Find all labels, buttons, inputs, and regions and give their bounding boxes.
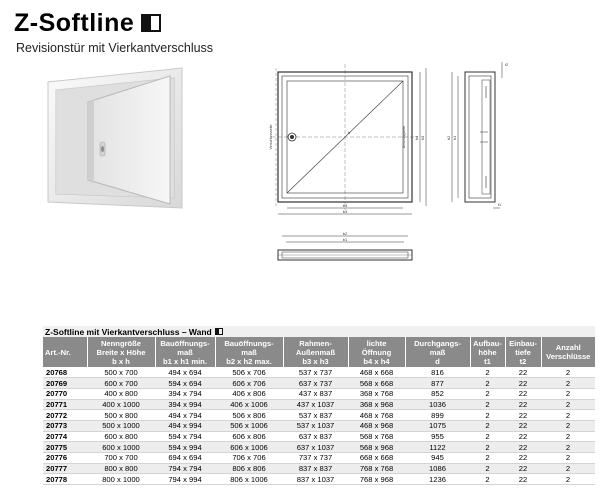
label-closing-side: Verschlussseite <box>269 124 273 150</box>
table-row <box>43 388 595 399</box>
table-cell: 700 x 700 <box>87 453 155 464</box>
table-header-row <box>43 337 595 367</box>
table-cell: 800 x 1000 <box>87 474 155 485</box>
table-cell: 2 <box>541 410 595 421</box>
table-cell: 537 x 837 <box>283 410 348 421</box>
table-cell: 368 x 768 <box>348 388 405 399</box>
column-header-line: höhe <box>478 347 497 357</box>
column-header <box>215 337 283 367</box>
table-cell: 794 x 794 <box>155 463 215 474</box>
table-cell: 2 <box>541 378 595 389</box>
table-cell: 2 <box>470 388 505 399</box>
label-hinge-side: Anschlagseite <box>402 125 406 149</box>
table-cell: 955 <box>405 431 470 442</box>
table-row <box>43 463 595 474</box>
column-header-line: Breite x Höhe <box>96 347 146 357</box>
table-cell: 2 <box>470 420 505 431</box>
table-cell: 594 x 694 <box>155 378 215 389</box>
column-header-line: b1 x h1 min. <box>163 356 207 366</box>
column-header-line: b x h <box>112 356 130 366</box>
column-header-line: Außenmaß <box>295 347 336 357</box>
table-cell: 506 x 706 <box>215 367 283 378</box>
product-photo <box>34 62 184 212</box>
article-number-cell: 20770 <box>43 388 87 399</box>
table-cell: 2 <box>470 367 505 378</box>
label-t1: t1 <box>498 203 502 207</box>
column-header-line: lichte <box>366 338 387 348</box>
table-cell: 437 x 1037 <box>283 399 348 410</box>
table-cell: 500 x 700 <box>87 367 155 378</box>
table-cell: 837 x 837 <box>283 463 348 474</box>
table-cell: 806 x 1006 <box>215 474 283 485</box>
column-header-line: b2 x h2 max. <box>226 356 272 366</box>
table-cell: 637 x 737 <box>283 378 348 389</box>
column-header-line: t1 <box>484 356 491 366</box>
table-cell: 22 <box>505 420 541 431</box>
table-cell: 594 x 994 <box>155 442 215 453</box>
article-number-cell: 20775 <box>43 442 87 453</box>
technical-drawing <box>262 58 597 268</box>
column-header-line: maß <box>429 347 446 357</box>
table-cell: 22 <box>505 453 541 464</box>
column-header-line: b4 x h4 <box>363 356 390 366</box>
table-cell: 400 x 800 <box>87 388 155 399</box>
table-cell: 600 x 700 <box>87 378 155 389</box>
column-header-line: Verschlüsse <box>546 352 591 361</box>
table-cell: 22 <box>505 431 541 442</box>
table-cell: 468 x 668 <box>348 367 405 378</box>
title-row <box>14 8 161 38</box>
spec-table-container <box>43 326 595 485</box>
table-row <box>43 410 595 421</box>
table-cell: 2 <box>541 453 595 464</box>
table-row <box>43 442 595 453</box>
column-header <box>541 337 595 367</box>
label-t2: t2 <box>505 63 509 67</box>
side-view <box>452 62 502 208</box>
table-cell: 537 x 1037 <box>283 420 348 431</box>
column-header <box>405 337 470 367</box>
table-row <box>43 420 595 431</box>
table-cell: 2 <box>541 420 595 431</box>
column-header <box>348 337 405 367</box>
table-cell: 368 x 968 <box>348 399 405 410</box>
column-header <box>43 337 87 367</box>
table-cell: 2 <box>541 399 595 410</box>
table-row <box>43 474 595 485</box>
label-h4: h4 <box>414 135 419 141</box>
half-square-icon <box>215 328 223 335</box>
table-cell: 816 <box>405 367 470 378</box>
table-cell: 537 x 737 <box>283 367 348 378</box>
table-cell: 2 <box>470 378 505 389</box>
table-cell: 506 x 1006 <box>215 420 283 431</box>
table-cell: 2 <box>541 463 595 474</box>
table-cell: 2 <box>541 474 595 485</box>
label-b3: b3 <box>342 209 348 214</box>
table-cell: 406 x 1006 <box>215 399 283 410</box>
table-cell: 494 x 994 <box>155 420 215 431</box>
table-cell: 506 x 806 <box>215 410 283 421</box>
table-cell: 2 <box>541 367 595 378</box>
half-square-icon <box>141 14 161 32</box>
table-cell: 794 x 994 <box>155 474 215 485</box>
table-cell: 837 x 1037 <box>283 474 348 485</box>
column-header-line: Art.-Nr. <box>45 347 71 357</box>
table-cell: 2 <box>541 442 595 453</box>
table-cell: 500 x 1000 <box>87 420 155 431</box>
column-header-line: tiefe <box>515 347 531 357</box>
table-cell: 637 x 1037 <box>283 442 348 453</box>
table-cell: 406 x 806 <box>215 388 283 399</box>
column-header <box>87 337 155 367</box>
table-cell: 568 x 668 <box>348 378 405 389</box>
label-b1: b1 <box>342 237 348 242</box>
table-cell: 606 x 806 <box>215 431 283 442</box>
table-cell: 600 x 800 <box>87 431 155 442</box>
column-header-line: b3 x h3 <box>302 356 329 366</box>
article-number-cell: 20777 <box>43 463 87 474</box>
table-cell: 1236 <box>405 474 470 485</box>
table-cell: 806 x 806 <box>215 463 283 474</box>
column-header-line: Aufbau- <box>473 338 502 348</box>
column-header-line: Nenngröße <box>100 338 142 348</box>
table-cell: 1036 <box>405 399 470 410</box>
column-header <box>283 337 348 367</box>
table-row <box>43 431 595 442</box>
table-cell: 22 <box>505 474 541 485</box>
label-h1: h1 <box>452 135 457 141</box>
table-cell: 800 x 800 <box>87 463 155 474</box>
table-caption <box>43 326 595 337</box>
spec-table <box>43 337 595 485</box>
column-header <box>505 337 541 367</box>
column-header-line: maß <box>241 347 257 357</box>
table-cell: 877 <box>405 378 470 389</box>
table-cell: 694 x 694 <box>155 453 215 464</box>
table-cell: 394 x 794 <box>155 388 215 399</box>
table-cell: 1086 <box>405 463 470 474</box>
table-row <box>43 453 595 464</box>
table-cell: 606 x 1006 <box>215 442 283 453</box>
table-cell: 500 x 800 <box>87 410 155 421</box>
article-number-cell: 20771 <box>43 399 87 410</box>
table-cell: 2 <box>470 442 505 453</box>
column-header-line: Anzahl <box>555 343 581 352</box>
table-caption-text: Z-Softline mit Vierkantverschluss – Wand <box>45 326 212 337</box>
column-header-line: Öffnung <box>361 347 392 357</box>
table-cell: 852 <box>405 388 470 399</box>
page-title: Z-Softline <box>14 8 135 37</box>
label-b2: b2 <box>342 231 348 236</box>
table-cell: 606 x 706 <box>215 378 283 389</box>
table-cell: 1075 <box>405 420 470 431</box>
article-number-cell: 20776 <box>43 453 87 464</box>
page-subtitle: Revisionstür mit Vierkantverschluss <box>16 41 214 55</box>
article-number-cell: 20773 <box>43 420 87 431</box>
table-cell: 2 <box>470 453 505 464</box>
table-row <box>43 378 595 389</box>
column-header-line: t2 <box>519 356 527 366</box>
table-cell: 468 x 968 <box>348 420 405 431</box>
table-cell: 2 <box>470 463 505 474</box>
column-header-line: maß <box>177 347 193 357</box>
table-cell: 568 x 968 <box>348 442 405 453</box>
table-cell: 22 <box>505 378 541 389</box>
table-cell: 899 <box>405 410 470 421</box>
label-diagonal: b <box>348 130 351 135</box>
table-cell: 494 x 694 <box>155 367 215 378</box>
table-cell: 737 x 737 <box>283 453 348 464</box>
table-row <box>43 367 595 378</box>
column-header-line: Einbau- <box>509 338 537 348</box>
table-cell: 22 <box>505 442 541 453</box>
label-b4: b4 <box>342 203 348 208</box>
table-cell: 706 x 706 <box>215 453 283 464</box>
table-cell: 768 x 768 <box>348 463 405 474</box>
column-header-line: Durchgangs- <box>414 338 461 348</box>
table-body <box>43 367 595 485</box>
column-header-line: Rahmen- <box>299 338 332 348</box>
table-cell: 22 <box>505 367 541 378</box>
table-cell: 568 x 768 <box>348 431 405 442</box>
table-cell: 22 <box>505 410 541 421</box>
table-cell: 2 <box>541 388 595 399</box>
article-number-cell: 20769 <box>43 378 87 389</box>
table-cell: 400 x 1000 <box>87 399 155 410</box>
column-header-line: Bauöffnungs- <box>160 338 210 348</box>
column-header <box>155 337 215 367</box>
label-h2: h2 <box>446 135 451 141</box>
table-cell: 668 x 668 <box>348 453 405 464</box>
table-cell: 2 <box>470 410 505 421</box>
table-cell: 1122 <box>405 442 470 453</box>
table-cell: 768 x 968 <box>348 474 405 485</box>
table-cell: 600 x 1000 <box>87 442 155 453</box>
article-number-cell: 20778 <box>43 474 87 485</box>
table-cell: 2 <box>470 431 505 442</box>
table-cell: 22 <box>505 388 541 399</box>
column-header-line: Bauöffnungs- <box>224 338 274 348</box>
article-number-cell: 20774 <box>43 431 87 442</box>
article-number-cell: 20768 <box>43 367 87 378</box>
table-cell: 437 x 837 <box>283 388 348 399</box>
table-cell: 22 <box>505 463 541 474</box>
table-cell: 2 <box>470 399 505 410</box>
table-cell: 394 x 994 <box>155 399 215 410</box>
table-cell: 22 <box>505 399 541 410</box>
table-cell: 945 <box>405 453 470 464</box>
table-cell: 637 x 837 <box>283 431 348 442</box>
table-cell: 494 x 794 <box>155 410 215 421</box>
column-header <box>470 337 505 367</box>
article-number-cell: 20772 <box>43 410 87 421</box>
table-row <box>43 399 595 410</box>
table-cell: 594 x 794 <box>155 431 215 442</box>
table-cell: 2 <box>541 431 595 442</box>
table-cell: 468 x 768 <box>348 410 405 421</box>
table-cell: 2 <box>470 474 505 485</box>
column-header-line: d <box>435 356 440 366</box>
label-h3: h3 <box>420 135 425 141</box>
